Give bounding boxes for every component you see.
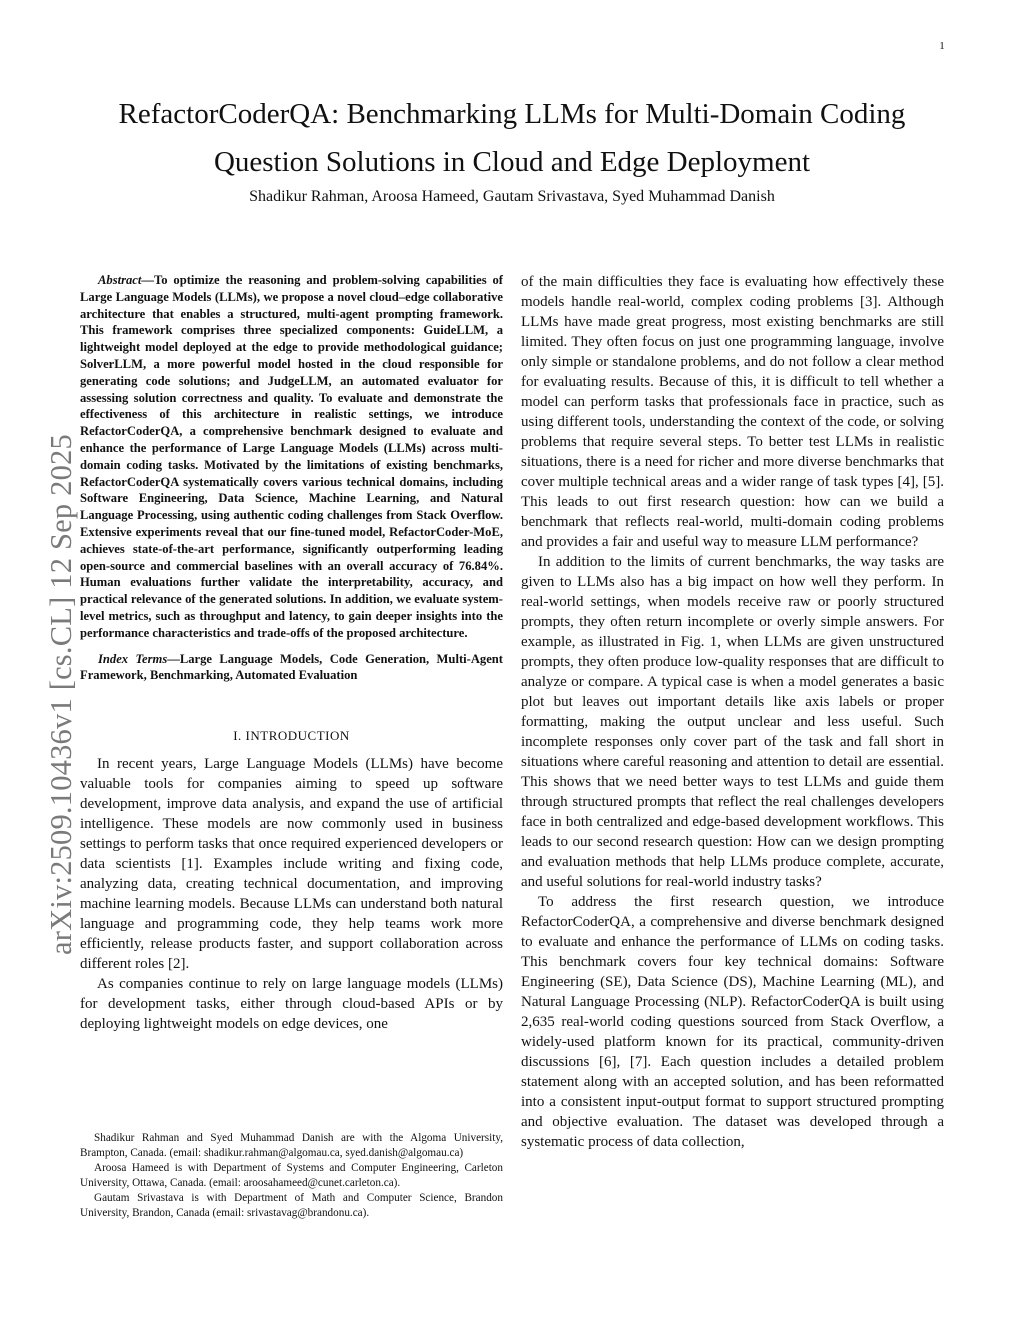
- abstract-text: —To optimize the reasoning and problem-solving capabilities of Large Language Models (LLMs), we propose a novel cloud–edge collaborative architecture that enables a structured, multi-agent prompting framework. This framework comprises three specialized components: GuideLLM, a lightweight model deployed at the edge to provide methodological guidance; SolverLLM, a more powerful model hosted in the cloud responsible for generating code solutions; and JudgeLLM, an automated evaluator for assessing solution correctness and quality. To evaluate and demonstrate the effectiveness of this architecture in realistic settings, we introduce RefactorCoderQA, a comprehensive benchmark designed to evaluate and enhance the performance of Large Language Models (LLMs) across multi-domain coding tasks. Motivated by the limitations of existing benchmarks, RefactorCoderQA systematically covers various technical domains, including Software Engineering, Data Science, Machine Learning, and Natural Language Processing, using authentic coding challenges from Stack Overflow. Extensive experiments reveal that our fine-tuned model, RefactorCoder-MoE, achieves state-of-the-art performance, significantly outperforming leading open-source and commercial baselines with an overall accuracy of 76.84%. Human evaluations further validate the interpretability, accuracy, and practical relevance of the generated solutions. In addition, we evaluate system-level metrics, such as throughput and latency, to gain deeper insights into the performance characteristics and trade-offs of the proposed architecture.: [80, 273, 503, 640]
- paragraph: In recent years, Large Language Models (LLMs) have become valuable tools for companies aiming to speed up software development, improve data analysis, and expand the use of artificial intelligence. These models are now commonly used in business settings to perform tasks that once required experienced developers or data scientists [1]. Examples include writing and fixing code, analyzing data, creating technical documentation, and improving machine learning models. Because LLMs can understand both natural language and programming code, they help teams work more efficiently, release products faster, and support collaboration across different roles [2].: [80, 756, 503, 973]
- paper-title: RefactorCoderQA: Benchmarking LLMs for Multi-Domain Coding Question Solutions in Cloud and Edge Deployment: [118, 98, 906, 178]
- paragraph: In addition to the limits of current benchmarks, the way tasks are given to LLMs also has a big impact on how well they perform. In real-world settings, when models receive raw or poorly structured prompts, they often return incomplete or overly simple answers. For example, as illustrated in Fig. 1, when LLMs are given unstructured prompts, they often produce low-quality responses that are difficult to analyze or compare. A typical case is when a model generates a basic plot but leaves out important details like axis labels or proper formatting, making the output unclear and less useful. Such incomplete responses only cover part of the task and fall short in situations where careful reasoning and attention to detail are essential. This shows that we need better ways to test LLMs and guide them through structured prompts that reflect the real challenges developers face in both centralized and edge-based development workflows. This leads to our second research question: How can we design prompting and evaluation methods that help LLMs produce complete, accurate, and useful solutions for real-world industry tasks?: [521, 554, 944, 890]
- page-number: 1: [939, 40, 945, 52]
- arxiv-identifier-stamp: arXiv:2509.10436v1 [cs.CL] 12 Sep 2025: [44, 434, 78, 955]
- footnote: Gautam Srivastava is with Department of Math and Computer Science, Brandon University, Brandon, Canada (email: srivastavag@brandonu.ca).: [80, 1192, 503, 1219]
- footnote: Shadikur Rahman and Syed Muhammad Danish are with the Algoma University, Brampton, Canada. (email: shadikur.rahman@algomau.ca, syed.danish@algomau.ca): [80, 1132, 503, 1159]
- left-column: [80, 272, 503, 1034]
- abstract: [80, 272, 503, 642]
- paragraph: To address the first research question, we introduce RefactorCoderQA, a comprehensive and diverse benchmark designed to evaluate and enhance the performance of LLMs on coding tasks. This benchmark covers four key technical domains: Software Engineering (SE), Data Science (DS), Machine Learning (ML), and Natural Language Processing (NLP). RefactorCoderQA is built using 2,635 real-world coding questions sourced from Stack Overflow, a widely-used platform known for its practical, community-driven discussions [6], [7]. Each question includes a detailed problem statement along with an accepted solution, and has been reformatted into a consistent input-output format to support structured prompting and objective evaluation. The dataset was developed through a systematic process of data collection,: [521, 894, 944, 1150]
- paragraph: of the main difficulties they face is evaluating how effectively these models handle real-world, complex coding problems [3]. Although LLMs have made great progress, most existing benchmarks are still limited. They often focus on just one programming language, involve only simple or standalone problems, and do not follow a clear method for evaluating results. Because of this, it is difficult to tell whether a model can perform tasks that professionals face in practice, such as using different tools, understanding the context of the code, or solving problems that require several steps. To better test LLMs in realistic situations, there is a need for richer and more diverse benchmarks that cover multiple technical areas and a wider range of task types [4], [5]. This leads to out first research question: how can we build a benchmark that reflects real-world, multi-domain coding problems and provides a fair and useful way to measure LLM performance?: [521, 274, 944, 550]
- author-list: Shadikur Rahman, Aroosa Hameed, Gautam Srivastava, Syed Muhammad Danish: [249, 188, 775, 205]
- paragraph: As companies continue to rely on large language models (LLMs) for development tasks, either through cloud-based APIs or by deploying lightweight models on edge devices, one: [80, 976, 503, 1033]
- index-terms-label: Index Terms: [98, 651, 168, 666]
- footnote: Aroosa Hameed is with Department of Systems and Computer Engineering, Carleton University, Ottawa, Canada. (email: aroosahameed@cunet.carleton.ca).: [80, 1162, 503, 1189]
- section-heading-introduction: I. INTRODUCTION: [233, 728, 350, 744]
- right-column: [521, 272, 944, 1152]
- index-terms-text: —Large Language Models, Code Generation, Multi-Agent Framework, Benchmarking, Automated Evaluation: [80, 651, 504, 683]
- footnotes: [80, 1131, 503, 1221]
- abstract-label: Abstract: [98, 273, 142, 287]
- index-terms: [80, 651, 503, 685]
